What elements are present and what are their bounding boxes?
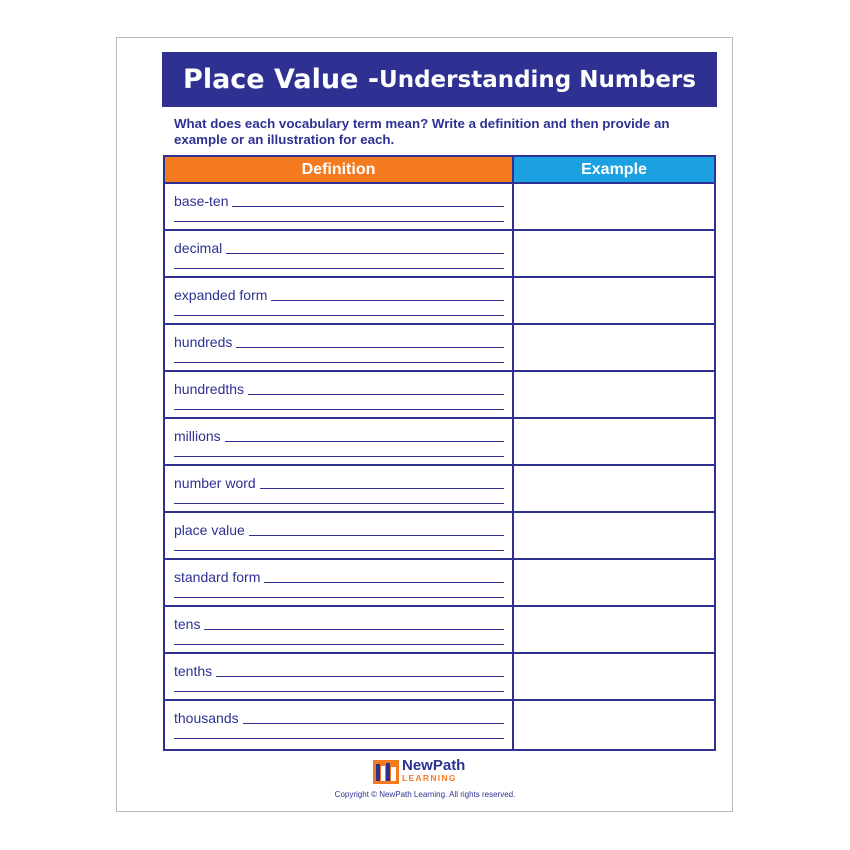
example-cell[interactable] [514, 513, 714, 558]
table-row [165, 466, 714, 513]
table-row [165, 560, 714, 607]
definition-blank[interactable] [216, 676, 504, 677]
definition-column-header: Definition [165, 157, 512, 184]
instructions-text: What does each vocabulary term mean? Write a definition and then provide an example or an illustration for each. [174, 116, 670, 147]
example-cell[interactable] [514, 372, 714, 417]
title-part-1: Place Value - [183, 64, 380, 95]
definition-blank[interactable] [249, 535, 504, 536]
definition-blank[interactable] [204, 629, 504, 630]
table-row [165, 513, 714, 560]
vocabulary-term: base-ten [174, 193, 229, 209]
logo-subtitle: LEARNING [402, 773, 457, 783]
definition-blank[interactable] [248, 394, 504, 395]
vocabulary-term: tens [174, 616, 201, 632]
definition-line[interactable] [174, 193, 504, 209]
table-row [165, 231, 714, 278]
definition-blank-second-line[interactable] [174, 409, 504, 410]
newpath-logo [373, 757, 466, 784]
definition-blank-second-line[interactable] [174, 644, 504, 645]
vocabulary-term: number word [174, 475, 256, 491]
example-cell[interactable] [514, 278, 714, 323]
definition-blank[interactable] [271, 300, 504, 301]
vocabulary-term: thousands [174, 710, 239, 726]
definition-blank[interactable] [260, 488, 504, 489]
table-row [165, 654, 714, 701]
books-icon [373, 760, 399, 784]
example-cell[interactable] [514, 325, 714, 370]
definition-line[interactable] [174, 710, 504, 726]
vocabulary-term: place value [174, 522, 245, 538]
title-part-2: Understanding Numbers [379, 66, 696, 93]
definition-blank-second-line[interactable] [174, 597, 504, 598]
definition-blank-second-line[interactable] [174, 738, 504, 739]
definition-blank[interactable] [232, 206, 504, 207]
definition-blank-second-line[interactable] [174, 315, 504, 316]
definition-blank[interactable] [243, 723, 504, 724]
column-divider [512, 157, 514, 749]
example-cell[interactable] [514, 231, 714, 276]
copyright-text: Copyright © NewPath Learning. All rights reserved. [334, 790, 516, 799]
example-cell[interactable] [514, 654, 714, 699]
example-cell[interactable] [514, 466, 714, 511]
definition-blank-second-line[interactable] [174, 503, 504, 504]
definition-blank-second-line[interactable] [174, 362, 504, 363]
definition-line[interactable] [174, 381, 504, 397]
definition-blank-second-line[interactable] [174, 456, 504, 457]
logo-wordmark: NewPath [402, 757, 466, 774]
vocabulary-term: millions [174, 428, 221, 444]
vocabulary-term: expanded form [174, 287, 268, 303]
example-column-header: Example [514, 157, 714, 184]
table-row [165, 325, 714, 372]
vocabulary-term: tenths [174, 663, 213, 679]
definition-blank[interactable] [236, 347, 504, 348]
table-row [165, 607, 714, 654]
table-row [165, 372, 714, 419]
definition-line[interactable] [174, 475, 504, 491]
definition-blank[interactable] [264, 582, 504, 583]
title-banner [162, 52, 717, 107]
definition-line[interactable] [174, 663, 504, 679]
table-row [165, 184, 714, 231]
definition-blank-second-line[interactable] [174, 550, 504, 551]
example-cell[interactable] [514, 184, 714, 229]
table-row [165, 419, 714, 466]
example-cell[interactable] [514, 419, 714, 464]
example-cell[interactable] [514, 701, 714, 748]
definition-blank[interactable] [226, 253, 504, 254]
definition-blank-second-line[interactable] [174, 691, 504, 692]
definition-line[interactable] [174, 287, 504, 303]
vocabulary-term: standard form [174, 569, 261, 585]
example-cell[interactable] [514, 560, 714, 605]
vocabulary-term: hundreds [174, 334, 233, 350]
table-row [165, 278, 714, 325]
definition-line[interactable] [174, 616, 504, 632]
definition-blank-second-line[interactable] [174, 268, 504, 269]
definition-blank-second-line[interactable] [174, 221, 504, 222]
vocabulary-term: hundredths [174, 381, 245, 397]
definition-line[interactable] [174, 240, 504, 256]
vocabulary-term: decimal [174, 240, 223, 256]
example-cell[interactable] [514, 607, 714, 652]
definition-line[interactable] [174, 334, 504, 350]
definition-blank[interactable] [225, 441, 504, 442]
definition-line[interactable] [174, 428, 504, 444]
vocabulary-table [163, 155, 716, 751]
table-row [165, 701, 714, 748]
definition-line[interactable] [174, 569, 504, 585]
definition-line[interactable] [174, 522, 504, 538]
